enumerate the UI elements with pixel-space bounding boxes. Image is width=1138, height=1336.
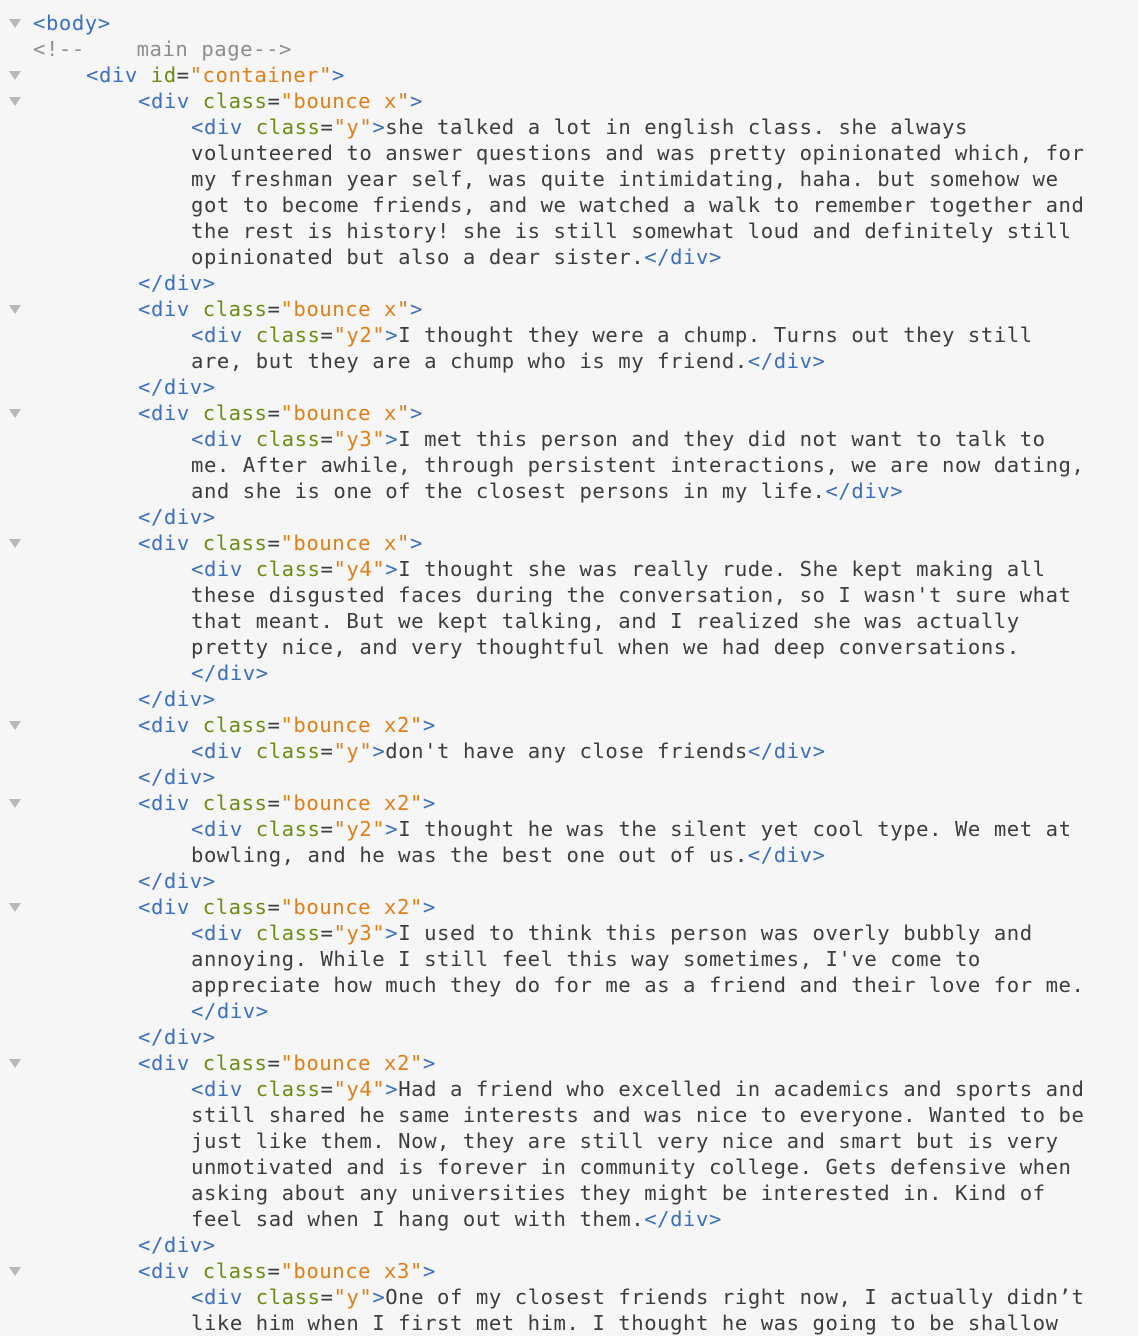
- div-tag-open: <div: [138, 791, 203, 815]
- class-attr-value: "bounce x": [280, 297, 410, 321]
- inner-close-line: [191, 998, 269, 1024]
- inner-text-line: [191, 1206, 722, 1232]
- equals-sign: =: [320, 323, 334, 347]
- bounce-close-line: [138, 1024, 216, 1050]
- inner-text-line: [191, 972, 1084, 998]
- triangle-down-icon[interactable]: [9, 799, 21, 808]
- class-attr-value: "bounce x": [280, 531, 410, 555]
- class-attr-value: "y3": [333, 427, 386, 451]
- div-tag-close: >: [372, 1285, 386, 1309]
- class-attr-name: class: [255, 921, 321, 945]
- class-attr-name: class: [202, 297, 268, 321]
- div-close-tag: </div>: [191, 661, 269, 685]
- div-close-tag: </div>: [747, 739, 826, 763]
- bounce-open-line: [138, 1258, 436, 1284]
- bounce-open-line: [138, 296, 423, 322]
- inner-text-line: [191, 1154, 1072, 1180]
- div-tag-close: >: [422, 895, 436, 919]
- div-text-content: annoying. While I still feel this way sometimes, I've come to: [191, 947, 981, 971]
- div-text-content: opinionated but also a dear sister.: [191, 245, 645, 269]
- class-attr-name: class: [255, 817, 321, 841]
- bounce-close-line: [138, 686, 216, 712]
- inner-text-line: [191, 946, 981, 972]
- class-attr-value: "y3": [333, 921, 386, 945]
- div-close-tag: </div>: [747, 843, 826, 867]
- class-attr-name: class: [255, 1077, 321, 1101]
- class-attr-value: "bounce x2": [280, 895, 423, 919]
- inner-div-line: [191, 426, 1046, 452]
- inner-text-line: [191, 608, 1020, 634]
- inner-text-line: [191, 478, 903, 504]
- equals-sign: =: [267, 791, 281, 815]
- triangle-down-icon[interactable]: [9, 1267, 21, 1276]
- inner-div-line: [191, 816, 1072, 842]
- div-tag-close: >: [409, 89, 423, 113]
- div-close-tag: </div>: [138, 687, 216, 711]
- div-tag-close: >: [372, 115, 386, 139]
- triangle-down-icon[interactable]: [9, 539, 21, 548]
- class-attr-name: class: [255, 1285, 321, 1309]
- div-tag-open: <div: [191, 557, 256, 581]
- class-attr-name: class: [202, 895, 268, 919]
- bounce-close-line: [138, 764, 216, 790]
- div-tag-close: >: [422, 791, 436, 815]
- inner-div-line: [191, 322, 1033, 348]
- div-tag-close: >: [385, 817, 399, 841]
- container-attr-value: "container": [189, 63, 333, 87]
- inner-div-line: [191, 556, 1046, 582]
- equals-sign: =: [267, 401, 281, 425]
- div-text-content: asking about any universities they might be interested in. Kind of: [191, 1181, 1046, 1205]
- equals-sign: =: [176, 63, 190, 87]
- div-text-content: Had a friend who excelled in academics and sports and: [398, 1077, 1085, 1101]
- class-attr-value: "bounce x2": [280, 791, 423, 815]
- class-attr-value: "bounce x2": [280, 1051, 423, 1075]
- div-text-content: are, but they are a chump who is my friend.: [191, 349, 748, 373]
- class-attr-name: class: [255, 739, 321, 763]
- div-text-content: like him when I first met him. I thought he was going to be shallow: [191, 1311, 1059, 1335]
- class-attr-name: class: [202, 89, 268, 113]
- div-tag-open: <div: [138, 1259, 203, 1283]
- bounce-open-line: [138, 1050, 436, 1076]
- div-tag-open: <div: [191, 739, 256, 763]
- div-text-content: pretty nice, and very thoughtful when we had deep conversations.: [191, 635, 1020, 659]
- inner-text-line: [191, 192, 1084, 218]
- class-attr-value: "y2": [333, 817, 386, 841]
- div-text-content: she talked a lot in english class. she always: [385, 115, 968, 139]
- triangle-down-icon[interactable]: [9, 903, 21, 912]
- div-tag-open: <div: [138, 895, 203, 919]
- bounce-close-line: [138, 504, 216, 530]
- class-attr-value: "y": [333, 739, 373, 763]
- div-text-content: and she is one of the closest persons in my life.: [191, 479, 826, 503]
- div-text-content: unmotivated and is forever in community college. Gets defensive when: [191, 1155, 1072, 1179]
- div-tag-close: >: [409, 401, 423, 425]
- triangle-down-icon[interactable]: [9, 305, 21, 314]
- equals-sign: =: [320, 817, 334, 841]
- div-close-tag: </div>: [825, 479, 904, 503]
- div-tag-open: <div: [191, 817, 256, 841]
- container-open-line: [86, 62, 345, 88]
- class-attr-name: class: [202, 531, 268, 555]
- bounce-open-line: [138, 400, 423, 426]
- bounce-open-line: [138, 88, 423, 114]
- class-attr-value: "bounce x": [280, 89, 410, 113]
- div-text-content: just like them. Now, they are still very nice and smart but is very: [191, 1129, 1059, 1153]
- div-text-content: these disgusted faces during the conversation, so I wasn't sure what: [191, 583, 1072, 607]
- div-tag-close: >: [409, 297, 423, 321]
- div-tag-open: <div: [191, 323, 256, 347]
- div-text-content: feel sad when I hang out with them.: [191, 1207, 645, 1231]
- div-close-tag: </div>: [138, 1233, 216, 1257]
- class-attr-value: "y4": [333, 1077, 386, 1101]
- equals-sign: =: [320, 115, 334, 139]
- div-text-content: me. After awhile, through persistent interactions, we are now dating,: [191, 453, 1085, 477]
- class-attr-value: "y": [333, 115, 373, 139]
- div-close-tag: </div>: [644, 1207, 722, 1231]
- class-attr-value: "bounce x2": [280, 713, 423, 737]
- div-tag-open: <div: [191, 1077, 256, 1101]
- class-attr-name: class: [255, 427, 321, 451]
- equals-sign: =: [267, 713, 281, 737]
- inner-text-line: [191, 1310, 1059, 1336]
- class-attr-name: class: [255, 115, 321, 139]
- body-open-line: [33, 10, 111, 36]
- triangle-down-icon[interactable]: [9, 1059, 21, 1068]
- bounce-open-line: [138, 894, 436, 920]
- div-close-tag: </div>: [138, 869, 216, 893]
- inner-text-line: [191, 1102, 1084, 1128]
- div-text-content: that meant. But we kept talking, and I realized she was actually: [191, 609, 1020, 633]
- div-tag-open: <div: [138, 531, 203, 555]
- div-tag-close: >: [385, 427, 399, 451]
- equals-sign: =: [267, 1051, 281, 1075]
- div-tag-close: >: [385, 921, 399, 945]
- class-attr-value: "y2": [333, 323, 386, 347]
- equals-sign: =: [320, 427, 334, 451]
- div-tag-open: <div: [191, 1285, 256, 1309]
- inner-text-line: [191, 166, 1059, 192]
- inner-div-line: [191, 920, 1033, 946]
- div-tag-open: <div: [191, 921, 256, 945]
- div-tag-open: <div: [138, 1051, 203, 1075]
- div-close-tag: </div>: [644, 245, 722, 269]
- triangle-down-icon[interactable]: [9, 721, 21, 730]
- equals-sign: =: [267, 1259, 281, 1283]
- div-text-content: I thought he was the silent yet cool type. We met at: [398, 817, 1072, 841]
- div-tag-close: >: [409, 531, 423, 555]
- div-tag-open: <div: [138, 401, 203, 425]
- div-text-content: I met this person and they did not want to talk to: [398, 427, 1046, 451]
- div-close-tag: </div>: [747, 349, 826, 373]
- div-close-tag: </div>: [138, 505, 216, 529]
- body-open-tag: <body>: [33, 11, 111, 35]
- class-attr-name: class: [202, 1051, 268, 1075]
- inner-div-line: [191, 1284, 1084, 1310]
- class-attr-name: class: [202, 713, 268, 737]
- inner-div-line: [191, 114, 968, 140]
- div-tag-close: >: [385, 557, 399, 581]
- html-comment: <!-- main page-->: [33, 37, 292, 61]
- container-tag-close: >: [332, 63, 345, 87]
- class-attr-value: "bounce x": [280, 401, 410, 425]
- class-attr-name: class: [202, 1259, 268, 1283]
- inner-close-line: [191, 660, 269, 686]
- inner-text-line: [191, 842, 826, 868]
- div-tag-close: >: [422, 713, 436, 737]
- equals-sign: =: [320, 1285, 334, 1309]
- bounce-close-line: [138, 374, 216, 400]
- equals-sign: =: [267, 297, 281, 321]
- div-tag-open: <div: [138, 713, 203, 737]
- div-text-content: volunteered to answer questions and was pretty opinionated which, for: [191, 141, 1085, 165]
- equals-sign: =: [320, 1077, 334, 1101]
- equals-sign: =: [267, 89, 281, 113]
- div-tag-close: >: [422, 1259, 436, 1283]
- div-tag-close: >: [385, 323, 399, 347]
- equals-sign: =: [267, 531, 281, 555]
- equals-sign: =: [320, 739, 334, 763]
- container-tag-open: <div: [86, 63, 151, 87]
- div-text-content: I thought they were a chump. Turns out they still: [398, 323, 1033, 347]
- div-text-content: appreciate how much they do for me as a friend and their love for me.: [191, 973, 1085, 997]
- equals-sign: =: [320, 557, 334, 581]
- class-attr-name: class: [202, 401, 268, 425]
- bounce-close-line: [138, 270, 216, 296]
- class-attr-value: "y": [333, 1285, 373, 1309]
- div-tag-close: >: [385, 1077, 399, 1101]
- inner-div-line: [191, 1076, 1084, 1102]
- triangle-down-icon[interactable]: [9, 97, 21, 106]
- bounce-open-line: [138, 712, 436, 738]
- div-tag-open: <div: [191, 115, 256, 139]
- class-attr-name: class: [202, 791, 268, 815]
- triangle-down-icon[interactable]: [9, 19, 21, 28]
- div-text-content: got to become friends, and we watched a walk to remember together and: [191, 193, 1085, 217]
- class-attr-value: "bounce x3": [280, 1259, 423, 1283]
- div-text-content: I used to think this person was overly bubbly and: [398, 921, 1033, 945]
- inner-text-line: [191, 218, 1072, 244]
- div-close-tag: </div>: [191, 999, 269, 1023]
- bounce-open-line: [138, 790, 436, 816]
- inner-text-line: [191, 1180, 1046, 1206]
- div-close-tag: </div>: [138, 375, 216, 399]
- inner-text-line: [191, 244, 722, 270]
- div-tag-open: <div: [191, 427, 256, 451]
- div-close-tag: </div>: [138, 1025, 216, 1049]
- inner-text-line: [191, 140, 1084, 166]
- div-text-content: One of my closest friends right now, I actually didn’t: [385, 1285, 1085, 1309]
- div-text-content: bowling, and he was the best one out of us.: [191, 843, 748, 867]
- div-tag-close: >: [422, 1051, 436, 1075]
- container-attr-name: id: [150, 63, 177, 87]
- equals-sign: =: [320, 921, 334, 945]
- class-attr-value: "y4": [333, 557, 386, 581]
- inner-text-line: [191, 1128, 1059, 1154]
- triangle-down-icon[interactable]: [9, 409, 21, 418]
- bounce-close-line: [138, 1232, 216, 1258]
- inner-text-line: [191, 348, 826, 374]
- class-attr-name: class: [255, 557, 321, 581]
- comment-line: [33, 36, 292, 62]
- inner-text-line: [191, 582, 1072, 608]
- bounce-close-line: [138, 868, 216, 894]
- div-text-content: my freshman year self, was quite intimidating, haha. but somehow we: [191, 167, 1059, 191]
- inner-text-line: [191, 452, 1084, 478]
- equals-sign: =: [267, 895, 281, 919]
- inner-div-line: [191, 738, 826, 764]
- class-attr-name: class: [255, 323, 321, 347]
- div-close-tag: </div>: [138, 765, 216, 789]
- div-tag-open: <div: [138, 89, 203, 113]
- triangle-down-icon[interactable]: [9, 71, 21, 80]
- bounce-open-line: [138, 530, 423, 556]
- div-tag-open: <div: [138, 297, 203, 321]
- div-tag-close: >: [372, 739, 386, 763]
- div-text-content: don't have any close friends: [385, 739, 748, 763]
- div-text-content: I thought she was really rude. She kept making all: [398, 557, 1046, 581]
- div-text-content: the rest is history! she is still somewhat loud and definitely still: [191, 219, 1072, 243]
- div-close-tag: </div>: [138, 271, 216, 295]
- div-text-content: still shared he same interests and was nice to everyone. Wanted to be: [191, 1103, 1085, 1127]
- inner-text-line: [191, 634, 1020, 660]
